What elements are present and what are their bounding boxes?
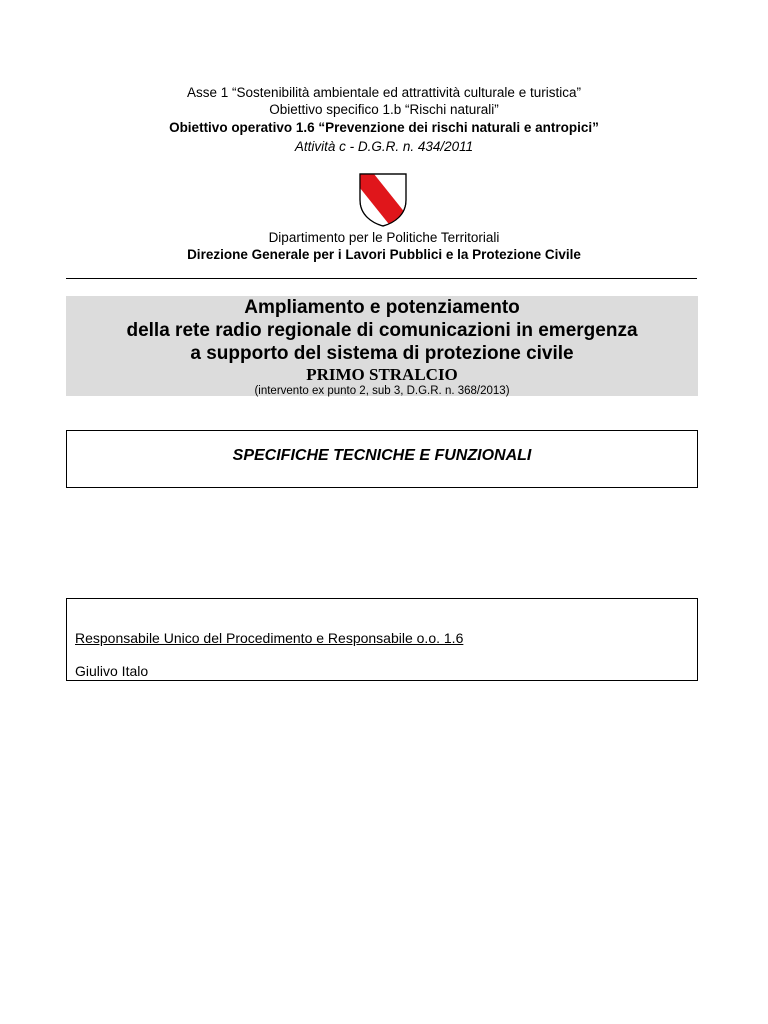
header-operational-objective: Obiettivo operativo 1.6 “Prevenzione dei rischi naturali e antropici” <box>169 120 599 135</box>
responsible-name: Giulivo Italo <box>75 663 149 679</box>
department-name: Dipartimento per le Politiche Territoriali <box>268 230 500 245</box>
responsible-box <box>66 598 698 681</box>
header-axis-line: Asse 1 “Sostenibilità ambientale ed attrattività culturale e turistica” <box>187 85 581 100</box>
divider <box>66 278 697 279</box>
header-specific-objective: Obiettivo specifico 1.b “Rischi naturali” <box>269 102 499 117</box>
project-title-box <box>66 296 698 396</box>
title-line-1: Ampliamento e potenziamento <box>244 297 520 318</box>
spec-title: SPECIFICHE TECNICHE E FUNZIONALI <box>232 447 532 464</box>
header-activity: Attività c - D.G.R. n. 434/2011 <box>294 139 474 154</box>
directorate-name: Direzione Generale per i Lavori Pubblici e la Protezione Civile <box>187 247 581 262</box>
title-subtitle: PRIMO STRALCIO <box>306 365 458 384</box>
regional-coat-of-arms-icon <box>356 170 410 228</box>
spec-title-box <box>66 430 698 488</box>
title-note: (intervento ex punto 2, sub 3, D.G.R. n. 368/2013) <box>254 385 510 397</box>
responsible-label: Responsabile Unico del Procedimento e Responsabile o.o. 1.6 <box>75 630 464 646</box>
title-line-3: a supporto del sistema di protezione civile <box>190 343 574 364</box>
title-line-2: della rete radio regionale di comunicazioni in emergenza <box>126 320 638 341</box>
